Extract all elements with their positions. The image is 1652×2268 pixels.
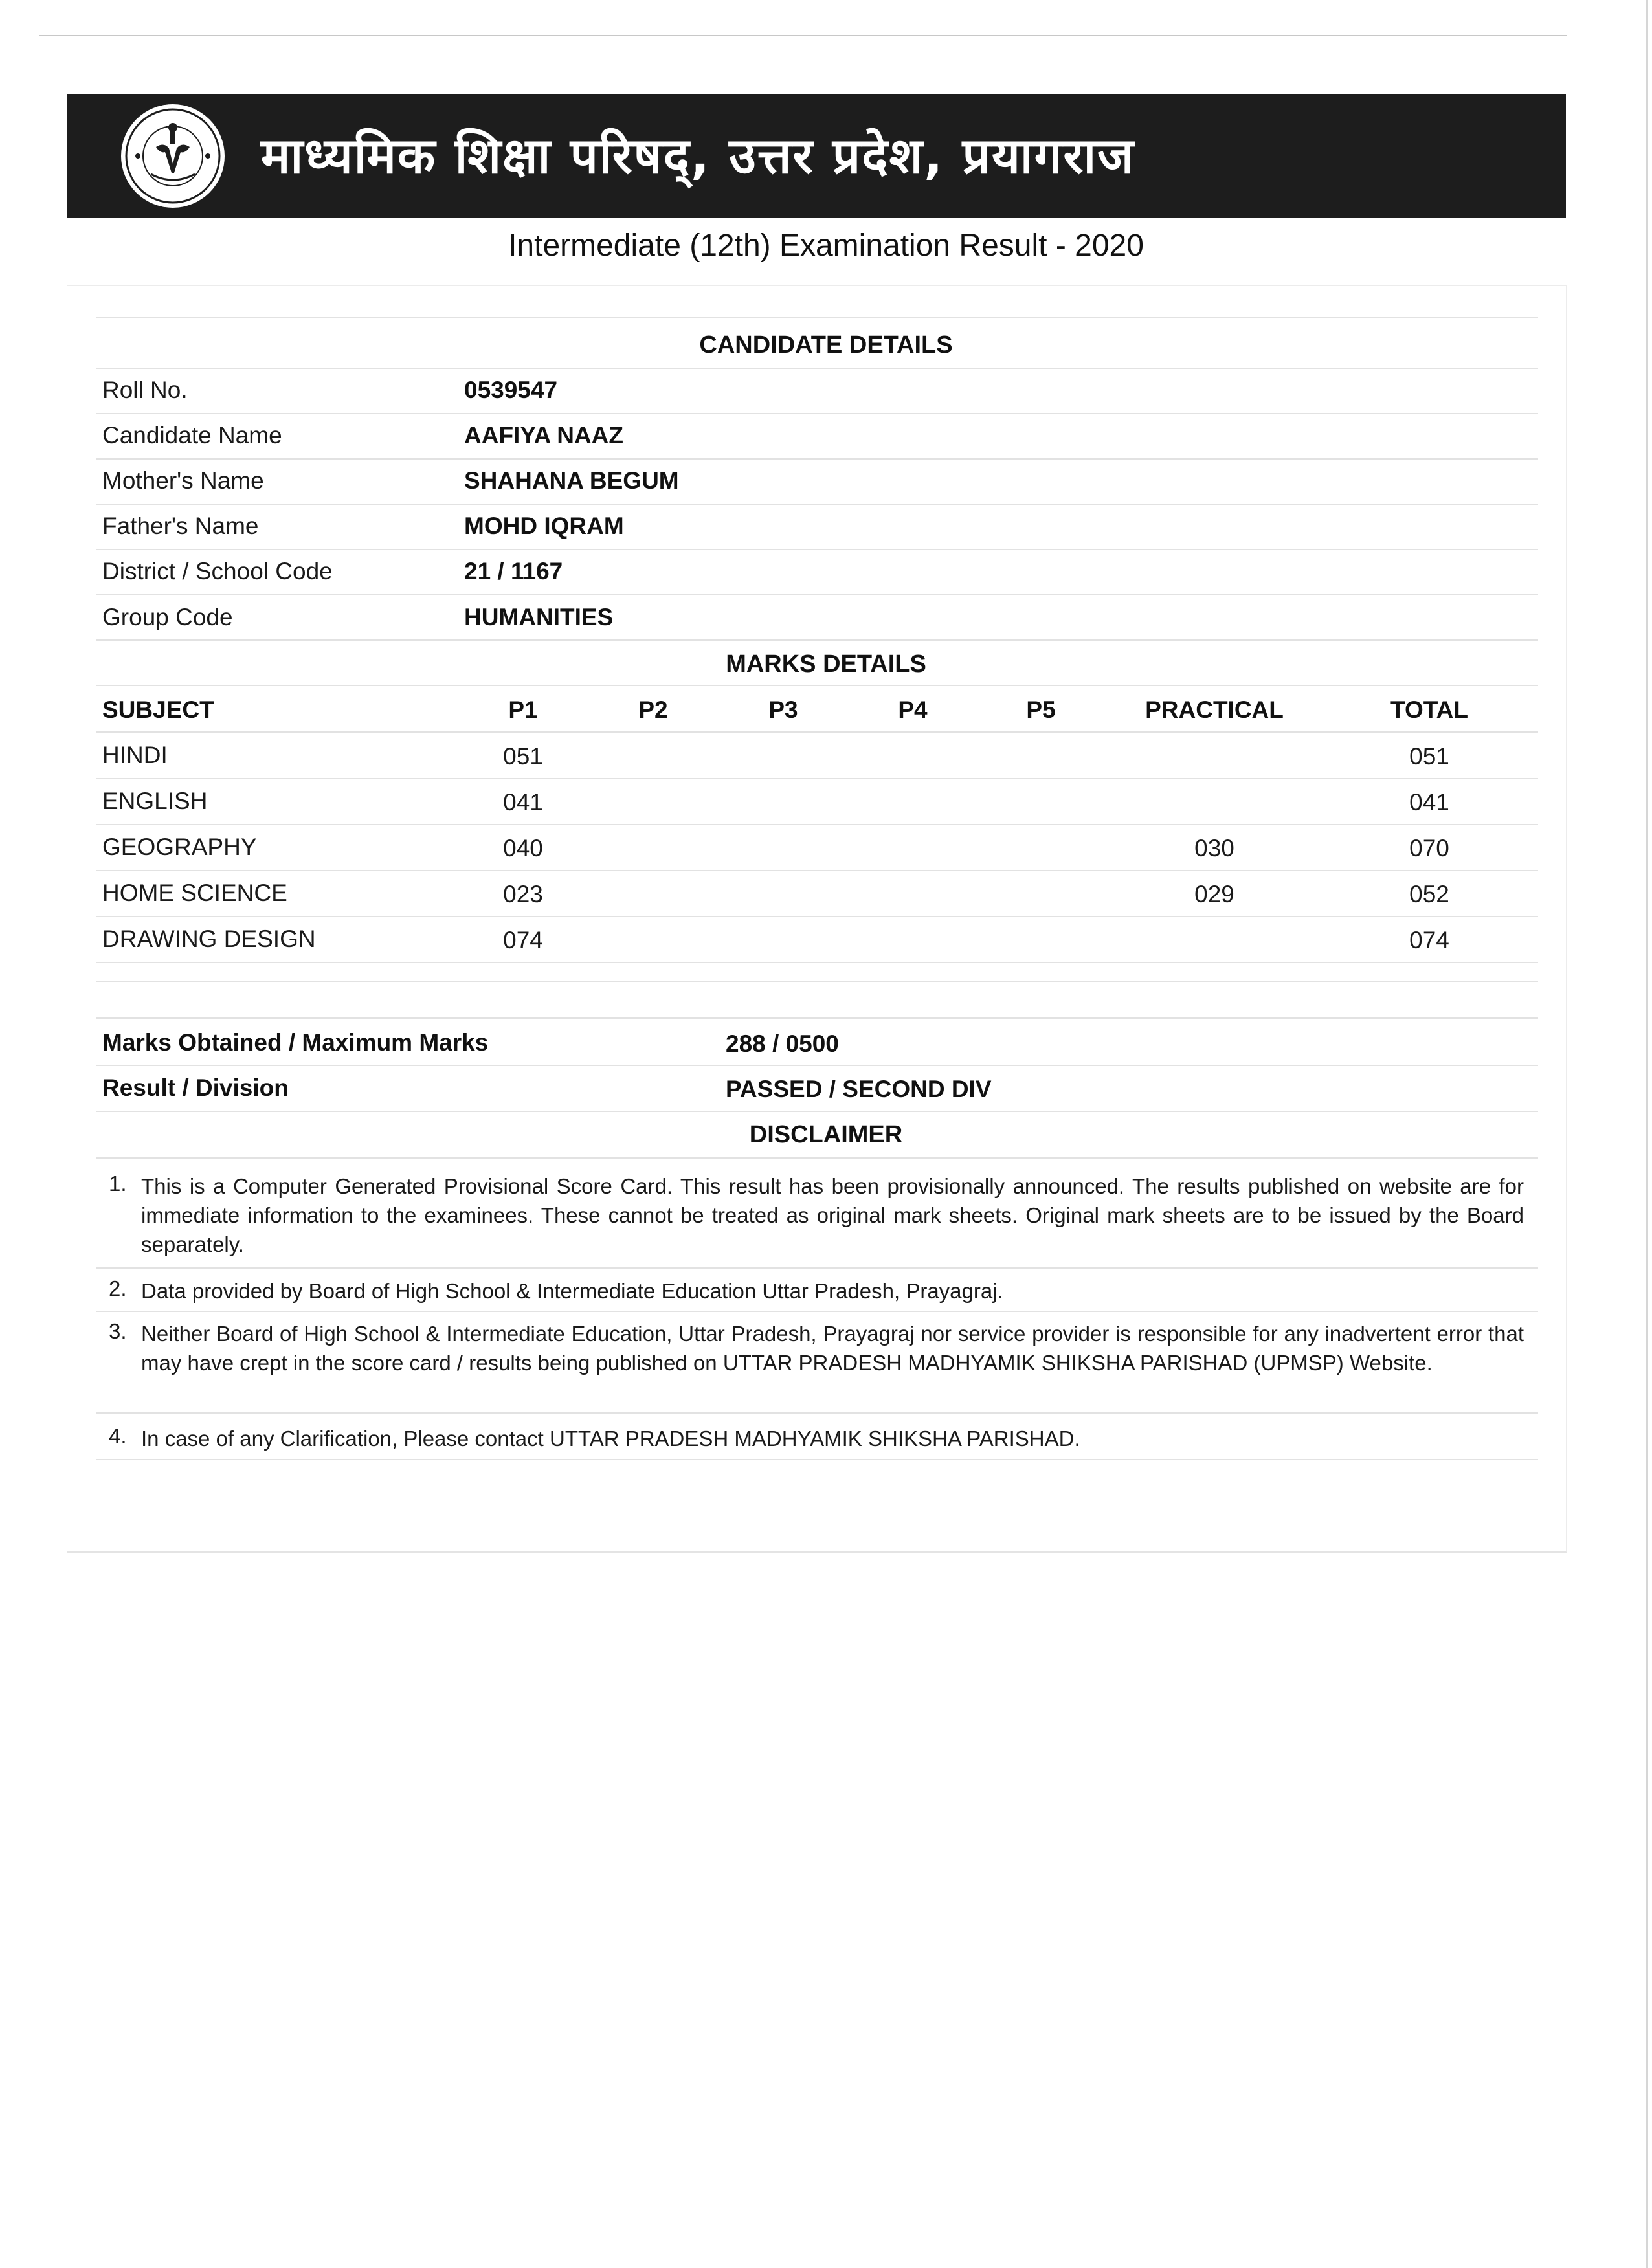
table-row-subject: HINDI: [102, 742, 168, 768]
candidate-details-heading: CANDIDATE DETAILS: [699, 331, 953, 359]
candidate-name-value: AAFIYA NAAZ: [464, 422, 623, 449]
table-row-p1: 023: [503, 881, 543, 907]
disclaimer-item-number: 2.: [109, 1276, 127, 1300]
col-practical: PRACTICAL: [1145, 696, 1284, 723]
divider: [96, 549, 1538, 550]
school-code-value: 21 / 1167: [464, 558, 563, 584]
divider: [96, 504, 1538, 505]
table-row-p1: 041: [503, 789, 543, 816]
divider: [96, 639, 1538, 641]
disclaimer-item-number: 1.: [109, 1172, 127, 1195]
col-p5: P5: [1026, 696, 1056, 723]
divider: [96, 1459, 1538, 1460]
table-row-total: 052: [1409, 881, 1449, 907]
col-p1: P1: [508, 696, 538, 723]
divider: [96, 981, 1538, 982]
divider: [96, 1311, 1538, 1312]
divider: [96, 317, 1538, 318]
page-title: Intermediate (12th) Examination Result - 2020: [508, 228, 1144, 263]
board-name-heading: माध्यमिक शिक्षा परिषद्, उत्तर प्रदेश, प्रयागराज: [261, 127, 1135, 184]
group-code-label: Group Code: [102, 604, 233, 630]
divider: [96, 870, 1538, 871]
divider: [96, 458, 1538, 460]
marks-details-heading: MARKS DETAILS: [726, 650, 926, 678]
disclaimer-item-number: 4.: [109, 1424, 127, 1448]
disclaimer-item-text: Neither Board of High School & Intermediate Education, Uttar Pradesh, Prayagraj nor service provider is responsible for any inadvertent error that may have crept in the score card / results being published on UTTAR PRADESH MADHYAMIK SHIKSHA PARISHAD (UPMSP) Website.: [141, 1322, 1524, 1375]
marks-obtained-label: Marks Obtained / Maximum Marks: [102, 1029, 489, 1056]
divider: [96, 824, 1538, 825]
col-p4: P4: [898, 696, 928, 723]
col-p2: P2: [638, 696, 668, 723]
divider: [96, 1065, 1538, 1066]
candidate-name-label: Candidate Name: [102, 422, 282, 449]
disclaimer-heading: DISCLAIMER: [749, 1121, 903, 1148]
table-row-p1: 051: [503, 743, 543, 770]
divider: [96, 1267, 1538, 1269]
table-row-total: 074: [1409, 927, 1449, 953]
mother-name-label: Mother's Name: [102, 467, 264, 494]
result-division-value: PASSED / SECOND DIV: [726, 1076, 992, 1102]
disclaimer-item-text: Data provided by Board of High School & Intermediate Education Uttar Pradesh, Prayagraj.: [141, 1279, 1003, 1303]
table-row-subject: GEOGRAPHY: [102, 834, 257, 860]
school-code-label: District / School Code: [102, 558, 333, 584]
divider: [96, 916, 1538, 917]
table-row-p1: 040: [503, 835, 543, 862]
disclaimer-item-text: This is a Computer Generated Provisional Score Card. This result has been provisionally announced. The results published on website are for immediate information to the examinees. These cannot be treated as original mark sheets. Original mark sheets are to be issued by the Board separately.: [141, 1174, 1524, 1256]
marks-obtained-value: 288 / 0500: [726, 1030, 839, 1057]
table-row-practical: 029: [1194, 881, 1234, 907]
father-name-label: Father's Name: [102, 513, 259, 539]
roll-no-label: Roll No.: [102, 377, 188, 403]
table-row-subject: HOME SCIENCE: [102, 880, 287, 906]
mother-name-value: SHAHANA BEGUM: [464, 467, 679, 494]
disclaimer-item-text: In case of any Clarification, Please contact UTTAR PRADESH MADHYAMIK SHIKSHA PARISHAD.: [141, 1427, 1080, 1451]
result-division-label: Result / Division: [102, 1074, 289, 1101]
header-banner: [67, 94, 1566, 218]
board-emblem-logo: [118, 102, 227, 210]
divider: [96, 1157, 1538, 1159]
divider: [96, 368, 1538, 369]
divider: [96, 685, 1538, 686]
divider: [96, 594, 1538, 595]
roll-no-value: 0539547: [464, 377, 558, 403]
group-code-value: HUMANITIES: [464, 604, 614, 630]
table-row-total: 041: [1409, 789, 1449, 816]
table-row-total: 070: [1409, 835, 1449, 862]
table-row-subject: DRAWING DESIGN: [102, 926, 316, 952]
scan-edge: [39, 35, 1567, 36]
col-total: TOTAL: [1390, 696, 1468, 723]
disclaimer-item-number: 3.: [109, 1319, 127, 1343]
table-row-practical: 030: [1194, 835, 1234, 862]
divider: [96, 1111, 1538, 1112]
divider: [96, 731, 1538, 733]
father-name-value: MOHD IQRAM: [464, 513, 624, 539]
divider: [96, 413, 1538, 414]
divider: [96, 778, 1538, 779]
col-subject: SUBJECT: [102, 696, 214, 723]
col-p3: P3: [768, 696, 798, 723]
divider: [96, 1017, 1538, 1019]
divider: [96, 962, 1538, 963]
divider: [96, 1412, 1538, 1414]
table-row-p1: 074: [503, 927, 543, 953]
table-row-total: 051: [1409, 743, 1449, 770]
table-row-subject: ENGLISH: [102, 788, 208, 814]
